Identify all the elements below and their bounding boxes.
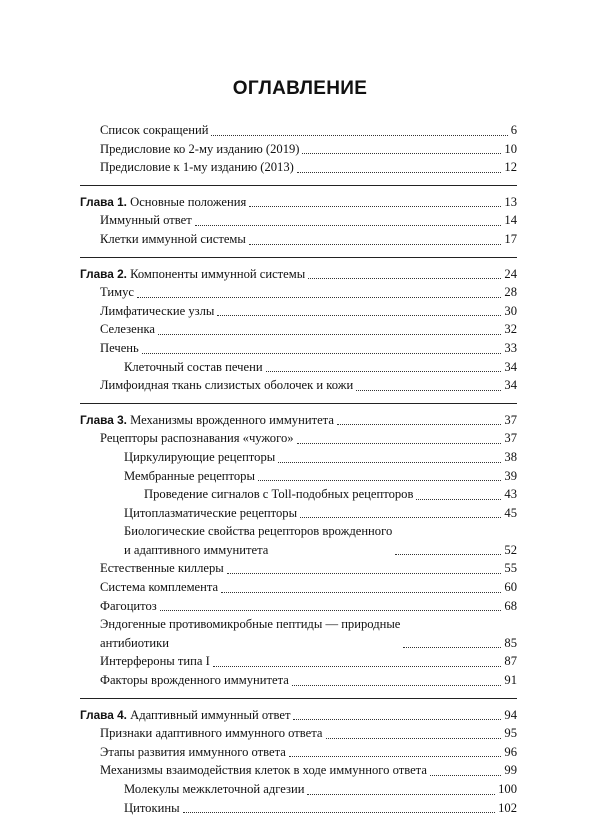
entry-title: Селезенка: [100, 322, 155, 337]
dot-leader: [258, 480, 501, 481]
page-number: 39: [504, 468, 517, 483]
page-title: ОГЛАВЛЕНИЕ: [232, 78, 368, 99]
page-number: 34: [504, 359, 517, 374]
entry-title: Предисловие к 1-му изданию (2013): [100, 160, 294, 175]
entry-title: Клеточный состав печени: [124, 359, 263, 374]
entry-title: Клетки иммунной системы: [100, 231, 246, 246]
chapter-label: Глава 3.: [80, 412, 127, 427]
entry-title: Лимфатические узлы: [100, 303, 215, 318]
toc-entry[interactable]: [80, 429, 517, 448]
page-number: 55: [504, 561, 517, 576]
toc-entry[interactable]: [80, 504, 517, 523]
dot-leader: [292, 685, 502, 686]
page-number: 96: [504, 744, 517, 759]
dot-leader: [227, 573, 502, 574]
section-divider: [80, 698, 517, 699]
page-number: 100: [498, 782, 517, 796]
dot-leader: [307, 794, 495, 795]
page-number: 37: [504, 431, 517, 446]
dot-leader: [137, 297, 501, 298]
toc-entry[interactable]: [80, 140, 517, 159]
dot-leader: [211, 135, 507, 136]
page-number: 85: [504, 635, 517, 650]
toc-entry[interactable]: [80, 121, 517, 140]
entry-title-continued: и адаптивного иммунитета: [124, 542, 269, 557]
toc-entry[interactable]: [80, 743, 517, 762]
page-number: 102: [498, 800, 517, 815]
entry-title: Фагоцитоз: [100, 598, 157, 613]
chapter-label: Глава 1.: [80, 194, 127, 209]
dot-leader: [213, 666, 502, 667]
page-number: 24: [504, 266, 517, 281]
page-number: 43: [504, 487, 517, 502]
page-number: 6: [510, 123, 517, 137]
toc-entry[interactable]: [80, 230, 517, 249]
toc-entry[interactable]: [80, 376, 517, 395]
entry-title: Механизмы взаимодействия клеток в ходе иммунного ответа: [100, 763, 427, 778]
dot-leader: [249, 206, 501, 207]
dot-leader: [160, 610, 502, 611]
entry-title: Адаптивный иммунный ответ: [130, 707, 291, 722]
dot-leader: [278, 462, 501, 463]
page-number: 37: [504, 412, 517, 427]
entry-title: Система комплемента: [100, 580, 219, 595]
page-number: 87: [504, 654, 517, 669]
entry-title: Факторы врожденного иммунитета: [100, 673, 289, 688]
entry-title: Механизмы врожденного иммунитета: [130, 412, 334, 427]
entry-title: Молекулы межклеточной адгезии: [124, 782, 305, 796]
entry-title: Цитокины: [124, 800, 180, 815]
entry-title: Цитоплазматические рецепторы: [124, 505, 298, 520]
section-divider: [80, 185, 517, 186]
entry-title: Этапы развития иммунного ответа: [100, 744, 286, 759]
chapter-label: Глава 4.: [80, 707, 127, 722]
toc-entry[interactable]: [80, 671, 517, 690]
page-number: 13: [504, 194, 517, 209]
toc-entry[interactable]: [80, 211, 517, 230]
entry-title: Эндогенные противомикробные пептиды — природные: [100, 617, 401, 632]
page-number: 28: [504, 285, 517, 300]
page-number: 94: [504, 707, 517, 722]
toc-chapter[interactable]: [80, 265, 517, 284]
entry-title: Проведение сигналов с Toll-подобных рецепторов: [144, 487, 414, 502]
toc-chapter[interactable]: [80, 706, 517, 725]
page-number: 34: [504, 378, 517, 393]
entry-title: Естественные киллеры: [100, 561, 224, 576]
toc-entry[interactable]: [80, 615, 517, 652]
page-number: 10: [504, 141, 517, 156]
toc-entry[interactable]: [80, 485, 517, 504]
section-divider: [80, 403, 517, 404]
entry-title: Иммунный ответ: [100, 213, 192, 228]
page-number: 68: [504, 598, 517, 613]
toc-entry[interactable]: [80, 339, 517, 358]
page-number: 45: [504, 505, 517, 520]
toc-entry[interactable]: [80, 780, 517, 799]
entry-title: Циркулирующие рецепторы: [124, 449, 276, 464]
dot-leader: [326, 738, 502, 739]
page-number: 52: [504, 542, 517, 557]
toc-chapter[interactable]: [80, 193, 517, 212]
dot-leader: [158, 334, 501, 335]
entry-title-continued: антибиотики: [100, 635, 169, 650]
toc-entry[interactable]: [80, 448, 517, 467]
entry-title: Лимфоидная ткань слизистых оболочек и кожи: [100, 378, 354, 393]
chapter-label: Глава 2.: [80, 266, 127, 281]
toc-entry[interactable]: [80, 522, 517, 559]
toc-entry[interactable]: [80, 597, 517, 616]
entry-title: Предисловие ко 2-му изданию (2019): [100, 141, 300, 156]
dot-leader: [297, 443, 502, 444]
page-number: 38: [504, 449, 517, 464]
page-number: 33: [504, 340, 517, 355]
entry-title: Компоненты иммунной системы: [130, 266, 306, 281]
dot-leader: [249, 244, 502, 245]
page-number: 60: [504, 580, 517, 595]
dot-leader: [195, 225, 502, 226]
dot-leader: [142, 353, 502, 354]
entry-title: Основные положения: [130, 194, 247, 209]
page-number: 17: [504, 231, 517, 246]
page-number: 32: [504, 322, 517, 337]
toc-entry[interactable]: [80, 652, 517, 671]
toc-entry[interactable]: [80, 559, 517, 578]
entry-title: Тимус: [100, 285, 134, 300]
toc-entry[interactable]: [80, 358, 517, 377]
dot-leader: [297, 172, 502, 173]
entry-title: Список сокращений: [100, 123, 209, 137]
dot-leader: [221, 592, 501, 593]
toc-entry[interactable]: [80, 467, 517, 486]
table-of-contents: [80, 121, 517, 817]
entry-title: Признаки адаптивного иммунного ответа: [100, 726, 323, 741]
toc-entry[interactable]: [80, 283, 517, 302]
dot-leader: [430, 775, 501, 776]
dot-leader: [395, 554, 501, 555]
entry-title: Биологические свойства рецепторов врожденного: [124, 524, 393, 539]
toc-entry[interactable]: [80, 320, 517, 339]
dot-leader: [289, 756, 502, 757]
page-number: 99: [504, 763, 517, 778]
dot-leader: [293, 719, 501, 720]
page-number: 95: [504, 726, 517, 741]
dot-leader: [266, 371, 502, 372]
page-number: 30: [504, 303, 517, 318]
entry-title: Печень: [100, 340, 139, 355]
page-number: 14: [504, 213, 517, 228]
dot-leader: [217, 315, 501, 316]
toc-entry[interactable]: [80, 158, 517, 177]
dot-leader: [356, 390, 501, 391]
entry-title: Интерфероны типа I: [100, 654, 210, 669]
entry-title: Мембранные рецепторы: [124, 468, 255, 483]
toc-entry[interactable]: [80, 799, 517, 817]
dot-leader: [300, 517, 501, 518]
dot-leader: [403, 647, 501, 648]
toc-entry[interactable]: [80, 578, 517, 597]
dot-leader: [308, 278, 501, 279]
section-divider: [80, 257, 517, 258]
dot-leader: [183, 812, 496, 813]
entry-title: Рецепторы распознавания «чужого»: [100, 431, 294, 446]
dot-leader: [416, 499, 501, 500]
toc-chapter[interactable]: [80, 411, 517, 430]
toc-entry[interactable]: [80, 761, 517, 780]
toc-entry[interactable]: [80, 302, 517, 321]
dot-leader: [302, 153, 501, 154]
toc-entry[interactable]: [80, 724, 517, 743]
page-number: 91: [504, 673, 517, 688]
dot-leader: [337, 424, 501, 425]
page-number: 12: [504, 160, 517, 175]
